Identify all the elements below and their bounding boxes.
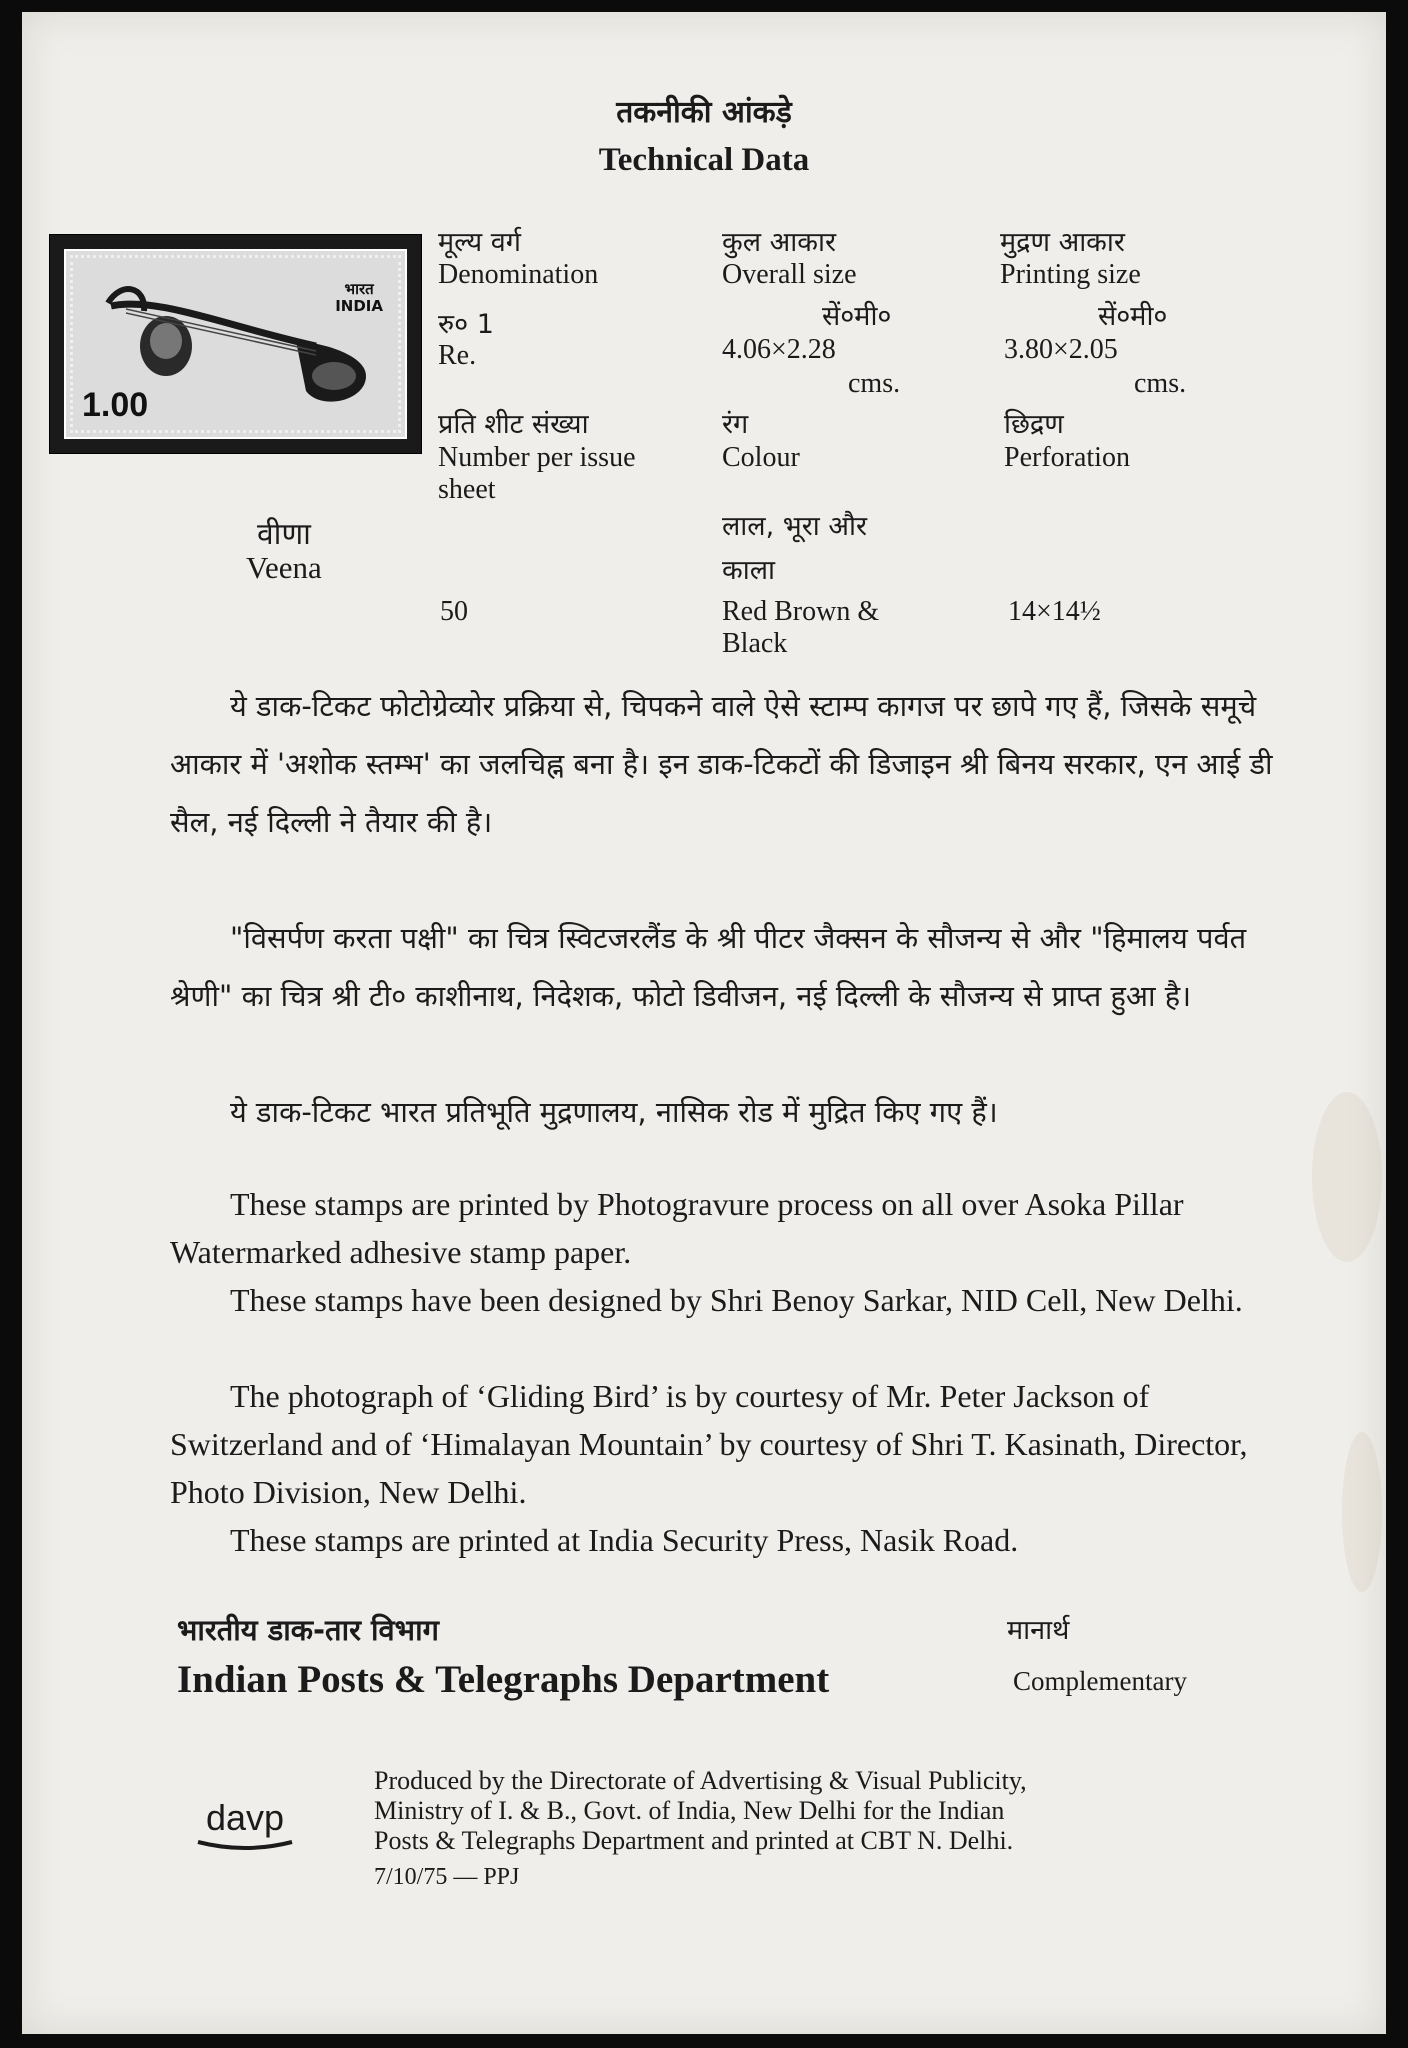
denomination-label: Denomination <box>438 259 599 290</box>
number-per-sheet-value: 50 <box>440 596 468 627</box>
number-per-sheet-label: Number per issue <box>438 442 636 473</box>
hindi-paragraph-3: ये डाक-टिकट भारत प्रतिभूति मुद्रणालय, नासिक रोड में मुद्रित किए गए हैं। <box>230 1095 998 1129</box>
english-paragraph-4: These stamps are printed at India Security Press, Nasik Road. <box>230 1522 1019 1558</box>
number-per-sheet-label-hindi: प्रति शीट संख्या <box>438 409 589 440</box>
colour-value-hindi-2: काला <box>722 555 776 586</box>
denomination-value-hindi: रु० 1 <box>438 309 494 340</box>
denomination-label-hindi: मूल्य वर्ग <box>438 227 521 258</box>
printing-size-unit-hindi: सें०मी० <box>1098 301 1168 332</box>
overall-size-unit-hindi: सें०मी० <box>822 301 892 332</box>
stamp-name-english: Veena <box>246 550 322 585</box>
printing-size-unit: cms. <box>1134 368 1187 399</box>
overall-size-label-hindi: कुल आकार <box>722 227 836 258</box>
hindi-paragraph-1: ये डाक-टिकट फोटोग्रेव्योर प्रक्रिया से, चिपकने वाले ऐसे स्टाम्प कागज पर छापे गए हैं, जिसके समूचे आकार में 'अशोक स्तम्भ' का जलचिह्न बना है। इन डाक-टिकटों की डिजाइन श्री बिनय सरकार, एन आई डी सैल, नई दिल्ली ने तैयार की है। <box>170 689 1273 839</box>
overall-size-value: 4.06×2.28 <box>722 334 836 365</box>
english-paragraph-2: These stamps have been designed by Shri Benoy Sarkar, NID Cell, New Delhi. <box>230 1282 1243 1318</box>
english-paragraph-3: The photograph of ‘Gliding Bird’ is by courtesy of Mr. Peter Jackson of Switzerland and of ‘Himalayan Mountain’ by courtesy of Shri T. Kasinath, Director, Photo Division, New Delhi. <box>170 1378 1248 1510</box>
colour-label-hindi: रंग <box>722 409 749 440</box>
credit-line-2: Ministry of I. & B., Govt. of India, New Delhi for the Indian <box>374 1796 1005 1825</box>
title-hindi: तकनीकी आंकड़े <box>616 95 792 130</box>
number-per-sheet-label-2: sheet <box>438 474 496 505</box>
english-paragraph-1: These stamps are printed by Photogravure process on all over Asoka Pillar Watermarked adhesive stamp paper. <box>170 1186 1184 1270</box>
stamp-information-sheet <box>22 12 1386 2034</box>
colour-label: Colour <box>722 442 800 473</box>
hindi-paragraph-2: "विसर्पण करता पक्षी" का चित्र स्विटजरलैंड के श्री पीटर जैक्सन के सौजन्य से और "हिमालय पर्वत श्रेणी" का चित्र श्री टी० काशीनाथ, निदेशक, फोटो डिवीजन, नई दिल्ली के सौजन्य से प्राप्त हुआ है। <box>170 921 1247 1013</box>
perforation-label: Perforation <box>1004 442 1130 473</box>
stamp-image <box>49 234 422 454</box>
title-english: Technical Data <box>598 142 810 178</box>
department-name-hindi: भारतीय डाक-तार विभाग <box>177 1613 439 1647</box>
stamp-denomination: 1.00 <box>82 386 149 424</box>
colour-value-2: Black <box>722 628 788 659</box>
printing-size-label-hindi: मुद्रण आकार <box>1000 227 1125 258</box>
department-name: Indian Posts & Telegraphs Department <box>177 1658 830 1701</box>
complementary-label: Complementary <box>1013 1666 1187 1696</box>
printing-size-label: Printing size <box>1000 259 1141 290</box>
overall-size-unit: cms. <box>848 368 901 399</box>
overall-size-label: Overall size <box>722 259 857 290</box>
perforation-label-hindi: छिद्रण <box>1004 409 1064 440</box>
davp-logo-icon <box>192 1792 298 1852</box>
denomination-value: Re. <box>438 340 477 371</box>
perforation-value: 14×14½ <box>1008 596 1101 627</box>
stamp-name-hindi: वीणा <box>257 517 311 552</box>
colour-value-hindi: लाल, भूरा और <box>722 511 868 542</box>
publication-credit <box>374 1766 1294 1856</box>
credit-line-3: Posts & Telegraphs Department and printed at CBT N. Delhi. <box>374 1826 1014 1855</box>
stamp-country-label: भारत INDIA <box>335 280 383 315</box>
davp-logo-text: davp <box>205 1797 285 1838</box>
complementary-label-hindi: मानार्थ <box>1007 1615 1070 1646</box>
print-code: 7/10/75 — PPJ <box>374 1864 520 1890</box>
credit-line-1: Produced by the Directorate of Advertising & Visual Publicity, <box>374 1766 1027 1795</box>
colour-value: Red Brown & <box>722 596 880 627</box>
printing-size-value: 3.80×2.05 <box>1004 334 1118 365</box>
